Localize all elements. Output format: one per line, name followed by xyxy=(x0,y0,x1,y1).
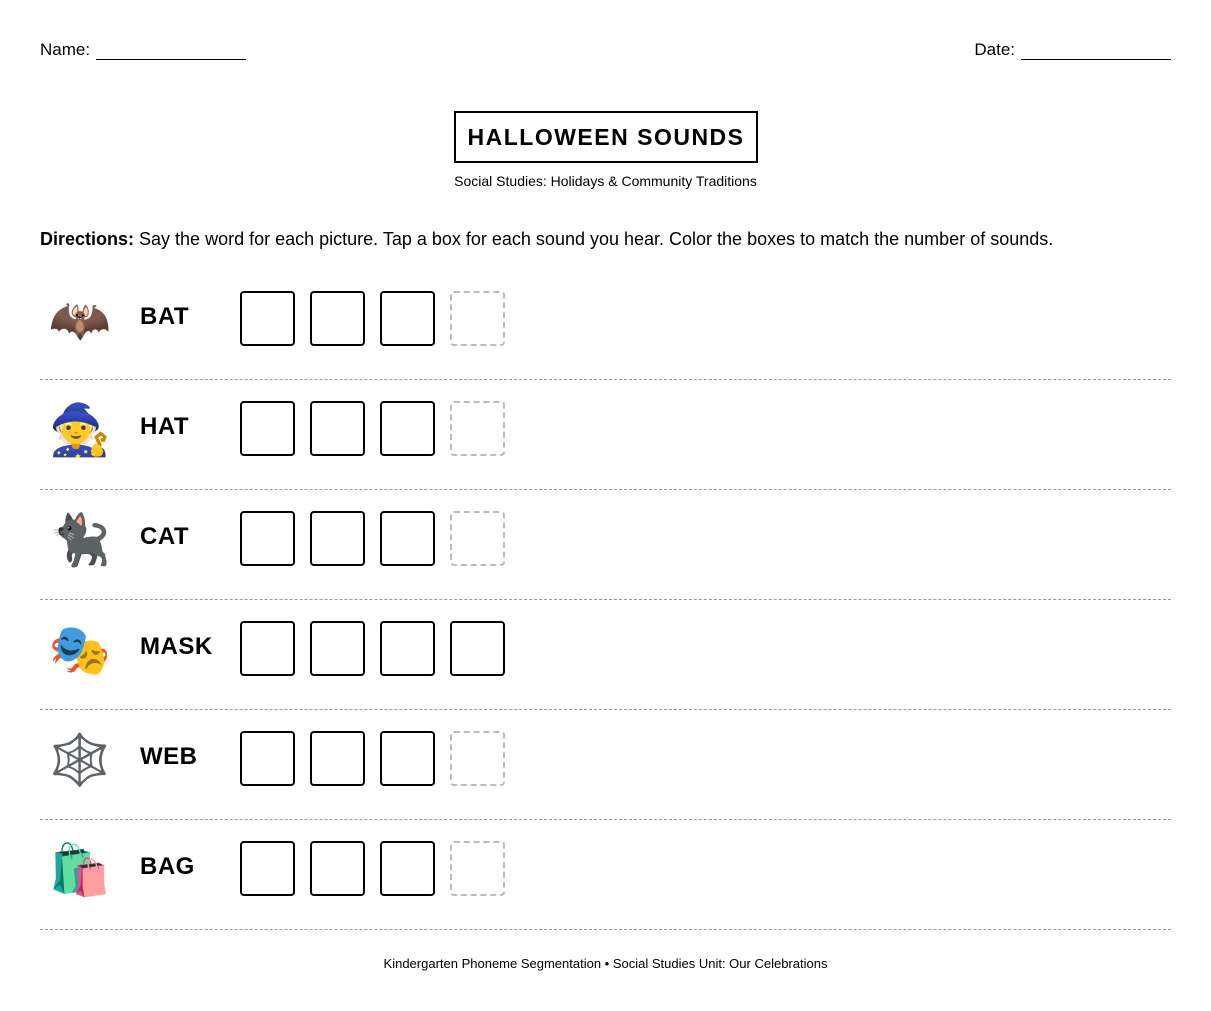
sound-box-1[interactable] xyxy=(240,291,295,346)
directions-label: Directions: xyxy=(40,229,135,249)
sound-boxes xyxy=(240,511,505,566)
sound-boxes xyxy=(240,841,505,896)
word-label: WEB xyxy=(140,743,198,770)
sound-box-1[interactable] xyxy=(240,841,295,896)
date-field xyxy=(974,40,1171,60)
sound-box-3[interactable] xyxy=(380,621,435,676)
sound-box-2[interactable] xyxy=(310,621,365,676)
sound-box-4-optional[interactable] xyxy=(450,731,505,786)
sound-box-2[interactable] xyxy=(310,291,365,346)
sound-box-3[interactable] xyxy=(380,291,435,346)
page-footer: Kindergarten Phoneme Segmentation • Social Studies Unit: Our Celebrations xyxy=(383,956,828,971)
word-row-bag xyxy=(40,820,1171,930)
shopping-bag-icon: 🛍️ xyxy=(48,842,112,898)
sound-box-4-optional[interactable] xyxy=(450,841,505,896)
name-blank-line[interactable] xyxy=(96,45,246,60)
name-label: Name: xyxy=(40,40,91,59)
sound-box-4-optional[interactable] xyxy=(450,401,505,456)
sound-boxes xyxy=(240,731,505,786)
sound-box-2[interactable] xyxy=(310,401,365,456)
directions xyxy=(40,229,1053,250)
sound-box-4[interactable] xyxy=(450,621,505,676)
sound-box-2[interactable] xyxy=(310,841,365,896)
witch-hat-icon: 🧙 xyxy=(48,402,112,458)
word-row-mask xyxy=(40,600,1171,710)
page-title: HALLOWEEN SOUNDS xyxy=(454,111,758,163)
sound-box-1[interactable] xyxy=(240,621,295,676)
sound-box-2[interactable] xyxy=(310,511,365,566)
sound-box-3[interactable] xyxy=(380,841,435,896)
page-subtitle: Social Studies: Holidays & Community Traditions xyxy=(454,173,757,189)
bat-icon: 🦇 xyxy=(48,292,112,348)
spider-web-icon: 🕸️ xyxy=(48,732,112,788)
word-row-bat xyxy=(40,270,1171,380)
word-label: HAT xyxy=(140,413,190,440)
theater-masks-icon: 🎭 xyxy=(48,622,112,678)
sound-boxes xyxy=(240,401,505,456)
sound-box-2[interactable] xyxy=(310,731,365,786)
word-label: CAT xyxy=(140,523,190,550)
sound-box-3[interactable] xyxy=(380,511,435,566)
sound-boxes xyxy=(240,621,505,676)
sound-box-3[interactable] xyxy=(380,731,435,786)
date-label: Date: xyxy=(974,40,1015,59)
sound-boxes xyxy=(240,291,505,346)
word-row-cat xyxy=(40,490,1171,600)
sound-box-4-optional[interactable] xyxy=(450,511,505,566)
word-label: BAG xyxy=(140,853,195,880)
sound-box-1[interactable] xyxy=(240,511,295,566)
sound-box-1[interactable] xyxy=(240,731,295,786)
name-field xyxy=(40,40,246,60)
word-label: BAT xyxy=(140,303,190,330)
word-row-web xyxy=(40,710,1171,820)
sound-box-4-optional[interactable] xyxy=(450,291,505,346)
black-cat-icon: 🐈‍⬛ xyxy=(48,512,112,568)
word-label: MASK xyxy=(140,633,213,660)
sound-box-3[interactable] xyxy=(380,401,435,456)
directions-text: Say the word for each picture. Tap a box for each sound you hear. Color the boxes to match the number of sounds. xyxy=(134,229,1054,249)
sound-box-1[interactable] xyxy=(240,401,295,456)
word-row-hat xyxy=(40,380,1171,490)
word-rows xyxy=(40,270,1171,930)
date-blank-line[interactable] xyxy=(1021,45,1171,60)
